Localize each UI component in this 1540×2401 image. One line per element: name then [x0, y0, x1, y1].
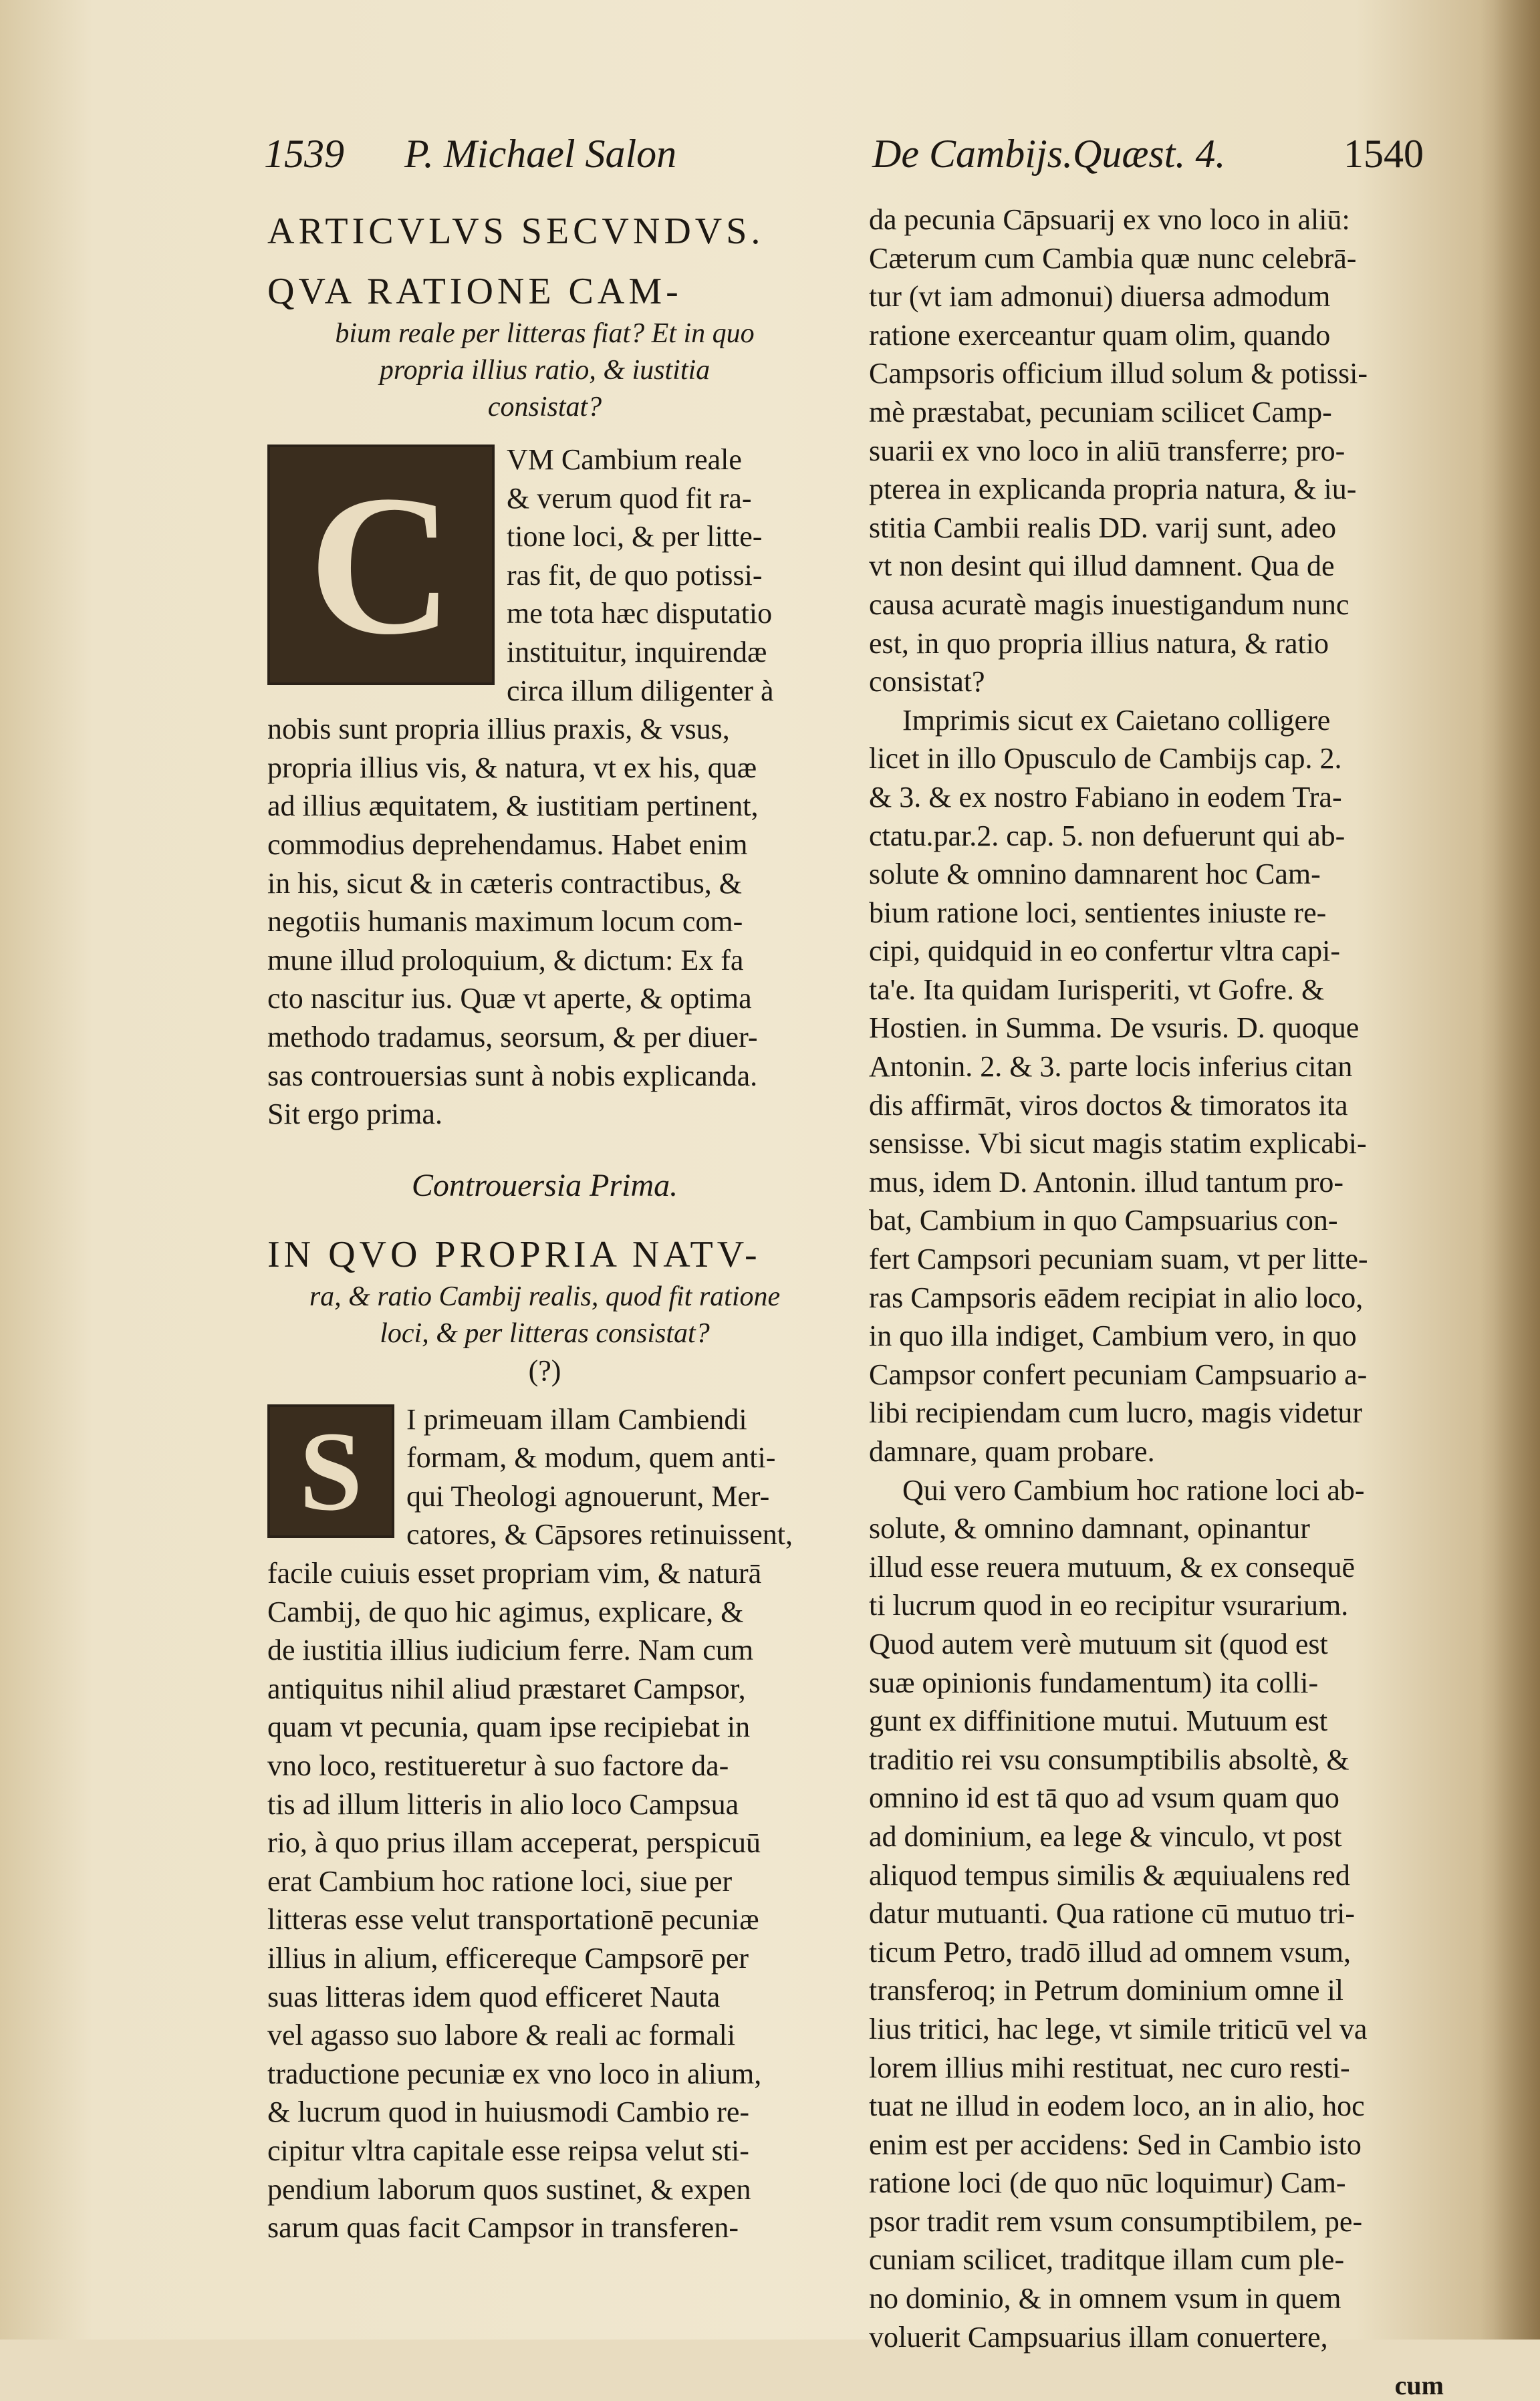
text-line: ras Campsoris eādem recipiat in alio loco,	[869, 1281, 1364, 1314]
question-line: consistat?	[487, 392, 602, 422]
paragraph-2	[267, 1400, 822, 1554]
text-line: instituitur, inquirendæ	[507, 635, 767, 668]
text-line: qui Theologi agnouerunt, Mer-	[406, 1479, 770, 1513]
text-line: VM Cambium reale	[507, 443, 742, 476]
text-line: ticum Petro, tradō illud ad omnem vsum,	[869, 1935, 1352, 1969]
text-line: ta'e. Ita quidam Iurisperiti, vt Gofre. &	[869, 973, 1325, 1006]
text-line: vel agasso suo labore & reali ac formali	[267, 2019, 736, 2052]
text-line: & verum quod fit ra-	[507, 481, 752, 515]
text-line: datur mutuanti. Qua ratione cū mutuo tri-	[869, 1897, 1356, 1930]
text-line: Qui vero Cambium hoc ratione loci ab-	[902, 1473, 1365, 1507]
text-line: cipi, quidquid in eo confertur vltra capi-	[869, 934, 1340, 968]
text-line: Hostien. in Summa. De vsuris. D. quoque	[869, 1011, 1360, 1045]
text-line: tis ad illum litteris in alio loco Campsua	[267, 1787, 739, 1821]
controversy-title: Controuersia Prima.	[411, 1167, 678, 1203]
paragraph-1-continued	[267, 710, 822, 1134]
text-line: da pecunia Cāpsuarij ex vno loco in aliū:	[869, 203, 1350, 236]
text-line: sensisse. Vbi sicut magis statim explicabi-	[869, 1127, 1367, 1160]
text-line: traditio rei vsu consumptibilis absoltè, &	[869, 1743, 1350, 1776]
left-column	[267, 207, 822, 2247]
text-line: mus, idem D. Antonin. illud tantum pro-	[869, 1165, 1344, 1198]
text-line: commodius deprehendamus. Habet enim	[267, 828, 748, 861]
text-line: dis affirmāt, viros doctos & timoratos ita	[869, 1088, 1348, 1122]
decorated-initial-c: C	[267, 445, 495, 685]
text-line: psor tradit rem vsum consumptibilem, pe-	[869, 2204, 1363, 2238]
page-gutter-shadow	[1480, 0, 1540, 2340]
text-line: causa acuratè magis inuestigandum nunc	[869, 588, 1350, 621]
text-line: propria illius vis, & natura, vt ex his, quæ	[267, 751, 757, 784]
text-line: Antonin. 2. & 3. parte locis inferius citan	[869, 1050, 1353, 1084]
text-line: methodo tradamus, seorsum, & per diuer-	[267, 1020, 758, 1053]
page-number-right: 1540	[1343, 132, 1424, 176]
text-line: nobis sunt propria illius praxis, & vsus,	[267, 713, 730, 746]
paragraph-1	[267, 440, 822, 710]
controversy-line: loci, & per litteras consistat?	[380, 1317, 710, 1349]
text-line: Campsoris officium illud solum & potissi-	[869, 357, 1368, 390]
text-line: Quod autem verè mutuum sit (quod est	[869, 1627, 1328, 1660]
running-question: Quæst. 4.	[1073, 132, 1226, 176]
text-line: enim est per accidens: Sed in Cambio isto	[869, 2128, 1362, 2161]
text-line: litteras esse velut transportationē pecuniæ	[267, 1903, 759, 1936]
text-line: Imprimis sicut ex Caietano colligere	[902, 703, 1331, 737]
text-line: licet in illo Opusculo de Cambijs cap. 2.	[869, 742, 1342, 775]
running-subject: De Cambijs.	[872, 132, 1073, 176]
controversy-heading: IN QVO PROPRIA NATV-	[267, 1233, 761, 1275]
text-line: gunt ex diffinitione mutui. Mutuum est	[869, 1704, 1328, 1738]
text-line: damnare, quam probare.	[869, 1435, 1155, 1468]
text-line: transferoq; in Petrum dominium omne il	[869, 1974, 1344, 2007]
text-line: me tota hæc disputatio	[507, 597, 773, 630]
text-line: cuniam scilicet, traditque illam cum ple-	[869, 2243, 1345, 2277]
text-line: ratione loci (de quo nūc loquimur) Cam-	[869, 2166, 1346, 2200]
text-line: lius tritici, hac lege, vt simile triticū vel va	[869, 2012, 1368, 2045]
controversy-line: ra, & ratio Cambij realis, quod fit ratione	[309, 1281, 781, 1312]
text-line: ctatu.par.2. cap. 5. non defuerunt qui ab-	[869, 819, 1345, 852]
text-line: suas litteras idem quod efficeret Nauta	[267, 1980, 721, 2013]
text-line: sarum quas facit Campsor in transferen-	[267, 2211, 739, 2245]
text-line: & 3. & ex nostro Fabiano in eodem Tra-	[869, 780, 1342, 813]
controversy-number: (?)	[528, 1354, 561, 1387]
right-column	[869, 201, 1444, 2400]
text-line: tione loci, & per litte-	[507, 520, 763, 553]
text-line: facile cuiuis esset propriam vim, & naturā	[267, 1557, 762, 1590]
text-line: vt non desint qui illud damnent. Qua de	[869, 549, 1335, 583]
article-title: ARTICVLVS SECVNDVS.	[267, 211, 765, 252]
text-line: sas controuersias sunt à nobis explicanda.	[267, 1059, 758, 1092]
right-column-text	[869, 201, 1444, 2356]
running-author: P. Michael Salon	[404, 132, 677, 176]
text-line: Cæterum cum Cambia quæ nunc celebrā-	[869, 241, 1357, 275]
text-line: tuat ne illud in eodem loco, an in alio, hoc	[869, 2090, 1365, 2123]
text-line: suarii ex vno loco in aliū transferre; pro-	[869, 434, 1345, 467]
text-line: ratione exerceantur quam olim, quando	[869, 318, 1331, 352]
text-line: catores, & Cāpsores retinuissent,	[406, 1518, 793, 1551]
text-line: ad illius æquitatem, & iustitiam pertinent,	[267, 789, 759, 823]
text-line: consistat?	[869, 665, 985, 699]
text-line: suæ opinionis fundamentum) ita colli-	[869, 1666, 1319, 1699]
text-line: cto nascitur ius. Quæ vt aperte, & optima	[267, 982, 752, 1015]
decorated-initial-s: S	[267, 1404, 394, 1538]
text-line: Cambij, de quo hic agimus, explicare, &	[267, 1595, 744, 1628]
text-line: voluerit Campsuarius illam conuertere,	[869, 2320, 1328, 2354]
text-line: circa illum diligenter à	[507, 674, 774, 707]
question-line: bium reale per litteras fiat? Et in quo	[335, 318, 755, 349]
text-line: libi recipiendam cum lucro, magis videtur	[869, 1396, 1363, 1430]
text-line: illud esse reuera mutuum, & ex consequē	[869, 1550, 1356, 1584]
text-line: stitia Cambii realis DD. varij sunt, adeo	[869, 511, 1336, 544]
text-line: lorem illius mihi restituat, nec curo resti-	[869, 2051, 1350, 2084]
text-line: traductione pecuniæ ex vno loco in alium,	[267, 2057, 762, 2090]
text-line: omnino id est tā quo ad vsum quam quo	[869, 1781, 1339, 1815]
text-line: est, in quo propria illius natura, & ratio	[869, 626, 1329, 660]
text-line: pterea in explicanda propria natura, & iu-	[869, 473, 1357, 506]
text-line: erat Cambium hoc ratione loci, siue per	[267, 1864, 733, 1898]
text-line: vno loco, restitueretur à suo factore da-	[267, 1749, 729, 1783]
text-line: solute, & omnino damnant, opinantur	[869, 1512, 1310, 1545]
text-line: ras fit, de quo potissi-	[507, 558, 763, 592]
page-number-left: 1539	[264, 132, 344, 176]
text-line: solute & omnino damnarent hoc Cam-	[869, 858, 1321, 891]
text-line: in quo illa indiget, Cambium vero, in quo	[869, 1319, 1357, 1353]
text-line: mè præstabat, pecuniam scilicet Camp-	[869, 395, 1332, 428]
text-line: no dominio, & in omnem vsum in quem	[869, 2282, 1341, 2315]
text-line: Campsor confert pecuniam Campsuario a-	[869, 1358, 1368, 1391]
text-line: illius in alium, efficereque Campsorē per	[267, 1942, 749, 1975]
text-line: de iustitia illius iudicium ferre. Nam cum	[267, 1634, 754, 1667]
text-line: cipitur vltra capitale esse reipsa velut sti-	[267, 2134, 749, 2167]
text-line: Sit ergo prima.	[267, 1098, 442, 1131]
text-line: antiquitus nihil aliud præstaret Campsor,	[267, 1672, 746, 1705]
text-line: ti lucrum quod in eo recipitur vsurarium.	[869, 1589, 1349, 1622]
text-line: fert Campsori pecuniam suam, vt per litte-	[869, 1243, 1368, 1276]
text-line: in his, sicut & in cæteris contractibus, &	[267, 866, 743, 900]
text-line: bat, Cambium in quo Campsuarius con-	[869, 1204, 1338, 1237]
paragraph-2-continued	[267, 1554, 822, 2247]
catchword: cum	[1394, 2370, 1444, 2400]
question-line: propria illius ratio, & iustitia	[379, 355, 711, 386]
text-line: bium ratione loci, sentientes iniuste re-	[869, 896, 1327, 929]
question-heading: QVA RATIONE CAM-	[267, 271, 682, 312]
running-header	[264, 131, 1447, 184]
text-line: rio, à quo prius illam acceperat, perspicuū	[267, 1826, 761, 1860]
text-line: & lucrum quod in huiusmodi Cambio re-	[267, 2096, 750, 2129]
text-line: ad dominium, ea lege & vinculo, vt post	[869, 1819, 1342, 1853]
text-line: tur (vt iam admonui) diuersa admodum	[869, 280, 1331, 313]
text-line: pendium laborum quos sustinet, & expen	[267, 2172, 751, 2206]
text-line: I primeuam illam Cambiendi	[406, 1402, 747, 1436]
text-line: aliquod tempus similis & æquiualens red	[869, 1858, 1350, 1892]
text-line: quam vt pecunia, quam ipse recipiebat in	[267, 1711, 751, 1744]
text-line: formam, & modum, quem anti-	[406, 1441, 776, 1475]
text-line: mune illud proloquium, & dictum: Ex fa	[267, 943, 744, 977]
text-line: negotiis humanis maximum locum com-	[267, 905, 743, 938]
